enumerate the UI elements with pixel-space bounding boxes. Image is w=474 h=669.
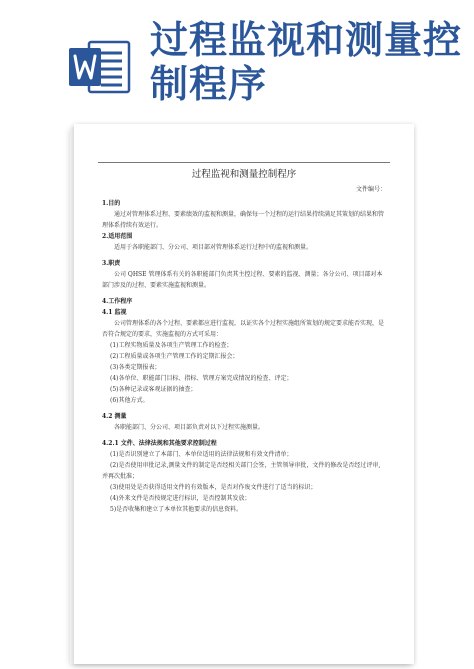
list-item-continuation: 并再次批准； [102, 473, 139, 480]
list-item: (4)各单位、职能部门目标、指标、管理方案完成情况的检查、评定； [110, 375, 293, 382]
subsection-heading: 4.2.1 文件、法律法规和其他要求控制过程 [102, 440, 217, 447]
paragraph-line: 公司 QHSE 管理体系有关的各职能部门负责其主控过程、要素的监视、测量；各分公司、项目部对本 [114, 271, 383, 278]
list-item: (1)是否识别建立了本部门、本单位适用的法律法规和有效文件清单； [110, 451, 293, 458]
paragraph-line: 适用于各职能部门、分公司、项目部对管理体系运行过程中的监视和测量。 [114, 244, 313, 251]
list-item: (4)外来文件是否按规定进行标识，是否控制其发放； [110, 495, 251, 502]
document-body [102, 198, 388, 515]
section-heading: 1.目的 [102, 200, 121, 207]
document-number-label: 文件编号： [355, 186, 386, 193]
list-item: (6)其他方式。 [110, 397, 149, 404]
list-item: (3)各类定期报表； [110, 364, 161, 371]
section-heading: 2.适用范围 [102, 233, 133, 240]
headline-line-2: 制程序 [150, 62, 268, 106]
paragraph-line: 部门涉及的过程、要素实施监视和测量。 [102, 282, 211, 289]
banner [0, 0, 474, 118]
paragraph-line: 通过对管理体系过程、要素绩效的监视和测量，确保每一个过程的运行结果持续满足其策划的结果和管 [114, 211, 385, 218]
section-heading: 3.职责 [102, 260, 121, 267]
list-item: (2)是否使用审批记录,测量文件的制定是否经相关部门会签，主管领导审批，文件的修改是否经过评审, [110, 462, 381, 469]
header-rule [98, 162, 390, 163]
headline [150, 18, 470, 106]
document-page [74, 124, 414, 664]
subsection-heading: 4.2 测量 [102, 413, 127, 420]
list-item: (2)工程质量或各项生产管理工作的定期汇报会； [110, 353, 239, 360]
list-item: (3)使用处是否获得适用文件的有效版本，是否对作废文件进行了适当的标识； [110, 484, 317, 491]
paragraph-line: 公司管理体系的各个过程、要素都应进行监视，以证实各个过程实施组所策划的规定要求能否实现，是 [114, 320, 385, 327]
list-item: 5)是否收集和建立了本单位其他要求的信息资料。 [110, 506, 243, 513]
word-icon [67, 38, 131, 96]
list-item: (1)工程实物质量及各项生产管理工作的检查； [110, 342, 233, 349]
paragraph-line: 理体系持续有效运行。 [102, 222, 163, 229]
paragraph-line: 各职能部门、分公司、项目部负责对以下过程实施测量。 [114, 424, 265, 431]
paragraph-line: 否符合规定的要求，实施监视的方式可采用： [102, 331, 223, 338]
document-title: 过程监视和测量控制程序 [191, 169, 297, 180]
headline-line-1: 过程监视和测量控 [150, 18, 463, 62]
list-item: (5)各种记录或客观证据的抽查； [110, 386, 197, 393]
subsection-heading: 4.1 监视 [102, 309, 127, 316]
section-heading: 4.工作程序 [102, 298, 133, 305]
